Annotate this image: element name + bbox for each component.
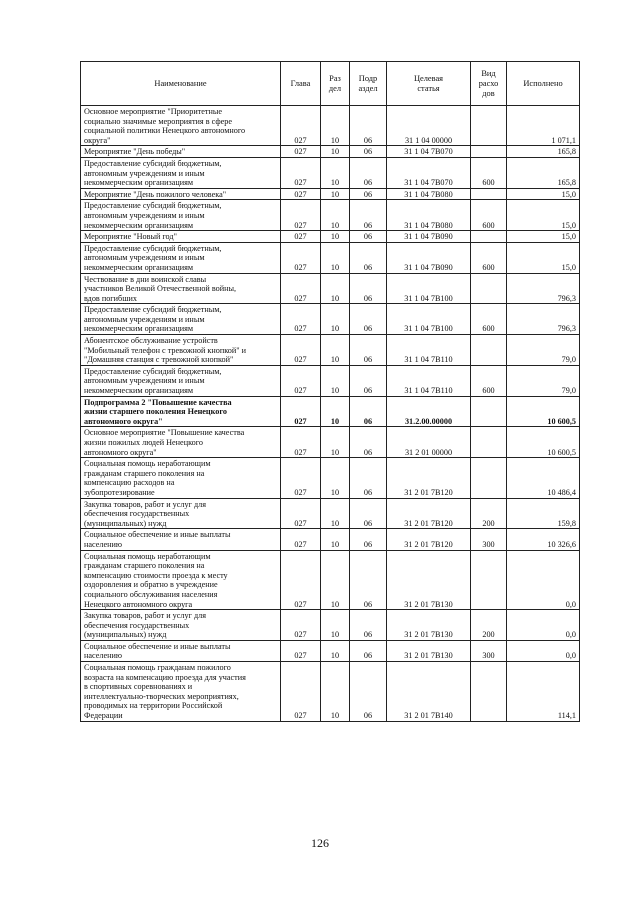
- row-chapter: 027: [281, 188, 321, 200]
- table-row: [81, 188, 580, 200]
- header-section: Раз дел: [321, 62, 350, 106]
- table-row: [81, 146, 580, 158]
- row-target: 31 2 01 7В130: [387, 640, 471, 661]
- row-chapter: 027: [281, 427, 321, 458]
- row-name: Предоставление субсидий бюджетным, автономным учреждениям и иным некоммерческим организациям: [81, 242, 281, 273]
- row-target: 31 2 01 7В140: [387, 662, 471, 722]
- row-expense-type: 600: [471, 242, 507, 273]
- row-chapter: 027: [281, 146, 321, 158]
- row-expense-type: 300: [471, 529, 507, 550]
- table-row: [81, 200, 580, 231]
- row-subsection: 06: [350, 200, 387, 231]
- row-target: 31.2.00.00000: [387, 396, 471, 427]
- table-row: [81, 610, 580, 641]
- row-target: 31 1 04 7В090: [387, 231, 471, 243]
- table-row: [81, 550, 580, 610]
- row-expense-type: [471, 106, 507, 146]
- row-amount: 1 071,1: [507, 106, 580, 146]
- row-section: 10: [321, 273, 350, 304]
- row-chapter: 027: [281, 157, 321, 188]
- row-subsection: 06: [350, 335, 387, 366]
- row-expense-type: [471, 273, 507, 304]
- row-expense-type: [471, 550, 507, 610]
- row-amount: 165,8: [507, 157, 580, 188]
- header-row: [81, 62, 580, 106]
- row-name: Социальная помощь неработающим гражданам старшего поколения на компенсацию расходов на зубопротезирование: [81, 458, 281, 498]
- row-expense-type: 200: [471, 498, 507, 529]
- row-target: 31 1 04 7В080: [387, 188, 471, 200]
- row-amount: 796,3: [507, 273, 580, 304]
- row-expense-type: [471, 231, 507, 243]
- row-expense-type: [471, 396, 507, 427]
- row-section: 10: [321, 498, 350, 529]
- row-expense-type: 300: [471, 640, 507, 661]
- row-amount: 79,0: [507, 335, 580, 366]
- row-subsection: 06: [350, 146, 387, 158]
- header-chapter: Глава: [281, 62, 321, 106]
- table-row: [81, 396, 580, 427]
- table-row: [81, 304, 580, 335]
- row-name: Социальное обеспечение и иные выплаты населению: [81, 640, 281, 661]
- row-section: 10: [321, 640, 350, 661]
- row-amount: 796,3: [507, 304, 580, 335]
- row-subsection: 06: [350, 427, 387, 458]
- row-subsection: 06: [350, 157, 387, 188]
- row-section: 10: [321, 188, 350, 200]
- row-section: 10: [321, 146, 350, 158]
- row-target: 31 1 04 7В070: [387, 157, 471, 188]
- row-section: 10: [321, 335, 350, 366]
- table-row: [81, 106, 580, 146]
- row-name: Предоставление субсидий бюджетным, автономным учреждениям и иным некоммерческим организациям: [81, 157, 281, 188]
- table-row: [81, 365, 580, 396]
- table-body: [81, 106, 580, 722]
- row-chapter: 027: [281, 106, 321, 146]
- row-target: 31 2 01 7В130: [387, 550, 471, 610]
- row-name: Основное мероприятие "Повышение качества жизни пожилых людей Ненецкого автономного округа": [81, 427, 281, 458]
- row-amount: 15,0: [507, 231, 580, 243]
- row-amount: 79,0: [507, 365, 580, 396]
- row-name: Мероприятие "Новый год": [81, 231, 281, 243]
- row-subsection: 06: [350, 498, 387, 529]
- budget-table: [80, 61, 580, 722]
- row-expense-type: [471, 188, 507, 200]
- row-section: 10: [321, 365, 350, 396]
- table-row: [81, 427, 580, 458]
- row-section: 10: [321, 529, 350, 550]
- row-chapter: 027: [281, 335, 321, 366]
- row-chapter: 027: [281, 273, 321, 304]
- row-subsection: 06: [350, 242, 387, 273]
- row-chapter: 027: [281, 365, 321, 396]
- row-section: 10: [321, 610, 350, 641]
- row-name: Предоставление субсидий бюджетным, автономным учреждениям и иным некоммерческим организациям: [81, 200, 281, 231]
- row-subsection: 06: [350, 396, 387, 427]
- row-section: 10: [321, 157, 350, 188]
- row-name: Социальное обеспечение и иные выплаты населению: [81, 529, 281, 550]
- row-chapter: 027: [281, 396, 321, 427]
- row-chapter: 027: [281, 662, 321, 722]
- row-subsection: 06: [350, 231, 387, 243]
- row-subsection: 06: [350, 662, 387, 722]
- row-expense-type: 600: [471, 200, 507, 231]
- row-section: 10: [321, 427, 350, 458]
- row-subsection: 06: [350, 458, 387, 498]
- row-section: 10: [321, 550, 350, 610]
- row-chapter: 027: [281, 610, 321, 641]
- row-amount: 15,0: [507, 242, 580, 273]
- row-name: Предоставление субсидий бюджетным, автономным учреждениям и иным некоммерческим организациям: [81, 365, 281, 396]
- row-target: 31 2 01 7В120: [387, 498, 471, 529]
- table-row: [81, 231, 580, 243]
- row-name: Мероприятие "День победы": [81, 146, 281, 158]
- row-section: 10: [321, 396, 350, 427]
- row-chapter: 027: [281, 529, 321, 550]
- row-target: 31 1 04 7В070: [387, 146, 471, 158]
- row-chapter: 027: [281, 200, 321, 231]
- row-target: 31 1 04 7В080: [387, 200, 471, 231]
- row-subsection: 06: [350, 273, 387, 304]
- row-subsection: 06: [350, 365, 387, 396]
- header-name: Наименование: [81, 62, 281, 106]
- row-subsection: 06: [350, 550, 387, 610]
- row-subsection: 06: [350, 640, 387, 661]
- row-chapter: 027: [281, 304, 321, 335]
- row-amount: 0,0: [507, 640, 580, 661]
- row-name: Социальная помощь неработающим гражданам старшего поколения на компенсацию стоимости проезда к месту оздоровления и обратно в учреждение социального обслуживания населения Ненецкого автономного округа: [81, 550, 281, 610]
- row-expense-type: [471, 146, 507, 158]
- row-amount: 165,8: [507, 146, 580, 158]
- row-target: 31 2 01 7В120: [387, 458, 471, 498]
- row-name: Чествование в дни воинской славы участников Великой Отечественной войны, вдов погибших: [81, 273, 281, 304]
- row-expense-type: [471, 335, 507, 366]
- table-row: [81, 498, 580, 529]
- row-target: 31 1 04 7В100: [387, 304, 471, 335]
- row-section: 10: [321, 662, 350, 722]
- table-row: [81, 157, 580, 188]
- row-subsection: 06: [350, 529, 387, 550]
- row-subsection: 06: [350, 610, 387, 641]
- table-row: [81, 458, 580, 498]
- row-chapter: 027: [281, 458, 321, 498]
- row-target: 31 1 04 7В090: [387, 242, 471, 273]
- row-amount: 159,8: [507, 498, 580, 529]
- row-amount: 114,1: [507, 662, 580, 722]
- row-target: 31 2 01 7В130: [387, 610, 471, 641]
- row-amount: 15,0: [507, 188, 580, 200]
- row-expense-type: 600: [471, 304, 507, 335]
- table-row: [81, 640, 580, 661]
- row-chapter: 027: [281, 231, 321, 243]
- row-section: 10: [321, 200, 350, 231]
- row-target: 31 2 01 00000: [387, 427, 471, 458]
- row-name: Абонентское обслуживание устройств "Мобильный телефон с тревожной кнопкой" и "Домашняя станция с тревожной кнопкой": [81, 335, 281, 366]
- row-amount: 15,0: [507, 200, 580, 231]
- row-subsection: 06: [350, 304, 387, 335]
- row-amount: 0,0: [507, 610, 580, 641]
- row-name: Закупка товаров, работ и услуг для обеспечения государственных (муниципальных) нужд: [81, 498, 281, 529]
- row-name: Социальная помощь гражданам пожилого возраста на компенсацию проезда для участия в спортивных соревнованиях и интеллектуально-творческих мероприятиях, проводимых на территории Российской Федерации: [81, 662, 281, 722]
- row-section: 10: [321, 304, 350, 335]
- row-section: 10: [321, 106, 350, 146]
- row-target: 31 1 04 7В110: [387, 365, 471, 396]
- row-chapter: 027: [281, 498, 321, 529]
- table-row: [81, 662, 580, 722]
- table-row: [81, 335, 580, 366]
- row-name: Подпрограмма 2 "Повышение качества жизни старшего поколения Ненецкого автономного округа": [81, 396, 281, 427]
- row-expense-type: 600: [471, 365, 507, 396]
- row-subsection: 06: [350, 188, 387, 200]
- row-chapter: 027: [281, 640, 321, 661]
- row-name: Мероприятие "День пожилого человека": [81, 188, 281, 200]
- header-target: Целевая статья: [387, 62, 471, 106]
- row-subsection: 06: [350, 106, 387, 146]
- row-amount: 10 600,5: [507, 427, 580, 458]
- row-chapter: 027: [281, 550, 321, 610]
- row-amount: 10 486,4: [507, 458, 580, 498]
- row-expense-type: [471, 458, 507, 498]
- row-name: Предоставление субсидий бюджетным, автономным учреждениям и иным некоммерческим организациям: [81, 304, 281, 335]
- row-section: 10: [321, 458, 350, 498]
- row-name: Закупка товаров, работ и услуг для обеспечения государственных (муниципальных) нужд: [81, 610, 281, 641]
- row-target: 31 1 04 7В100: [387, 273, 471, 304]
- row-section: 10: [321, 242, 350, 273]
- row-chapter: 027: [281, 242, 321, 273]
- row-target: 31 1 04 7В110: [387, 335, 471, 366]
- row-expense-type: 600: [471, 157, 507, 188]
- row-amount: 10 326,6: [507, 529, 580, 550]
- row-expense-type: [471, 427, 507, 458]
- header-executed: Исполнено: [507, 62, 580, 106]
- header-expense-type: Вид расхо дов: [471, 62, 507, 106]
- table-row: [81, 242, 580, 273]
- header-subsection: Подр аздел: [350, 62, 387, 106]
- table-row: [81, 273, 580, 304]
- table-row: [81, 529, 580, 550]
- row-name: Основное мероприятие "Приоритетные социально значимые мероприятия в сфере социальной политики Ненецкого автономного округа": [81, 106, 281, 146]
- row-expense-type: [471, 662, 507, 722]
- row-target: 31 2 01 7В120: [387, 529, 471, 550]
- row-expense-type: 200: [471, 610, 507, 641]
- page-number: 126: [311, 836, 329, 850]
- row-amount: 0,0: [507, 550, 580, 610]
- row-section: 10: [321, 231, 350, 243]
- row-amount: 10 600,5: [507, 396, 580, 427]
- row-target: 31 1 04 00000: [387, 106, 471, 146]
